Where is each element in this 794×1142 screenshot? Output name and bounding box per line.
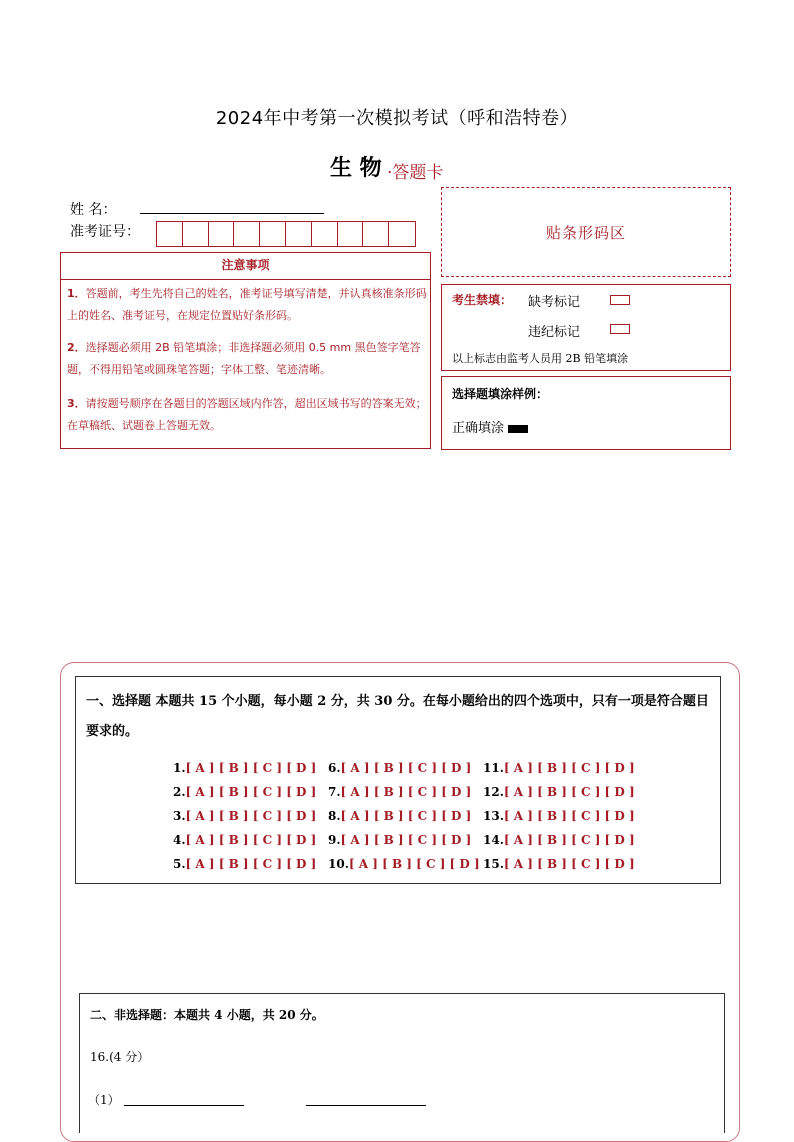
forbidden-label: 考生禁填： bbox=[452, 293, 513, 307]
id-digit-box[interactable] bbox=[312, 222, 338, 246]
question-row[interactable]: 12.[ A ] [ B ] [ C ] [ D ] bbox=[483, 785, 635, 799]
id-digit-box[interactable] bbox=[209, 222, 235, 246]
id-digit-box[interactable] bbox=[157, 222, 183, 246]
exam-title: 2024年中考第一次模拟考试（呼和浩特卷） bbox=[215, 108, 579, 129]
question-row[interactable]: 10.[ A ] [ B ] [ C ] [ D ] bbox=[328, 857, 480, 871]
forbidden-box bbox=[441, 284, 731, 371]
non-choice-section bbox=[79, 993, 725, 1133]
choice-description: 一、选择题 本题共 15 个小题，每小题 2 分，共 30 分。在每小题给出的四个选项中，只有一项是符合题目要求的。 bbox=[86, 694, 709, 739]
sub-question-1-label: （1） bbox=[88, 1093, 120, 1107]
question-16-label: 16.(4 分） bbox=[90, 1050, 150, 1064]
answer-line[interactable] bbox=[306, 1105, 426, 1106]
question-row[interactable]: 1.[ A ] [ B ] [ C ] [ D ] bbox=[173, 761, 317, 775]
filled-mark-sample bbox=[508, 425, 528, 433]
notice-item: 3．请按题号顺序在各题目的答题区域内作答，超出区域书写的答案无效；在草稿纸、试题卷上答题无效。 bbox=[67, 397, 427, 432]
question-row[interactable]: 2.[ A ] [ B ] [ C ] [ D ] bbox=[173, 785, 317, 799]
question-row[interactable]: 14.[ A ] [ B ] [ C ] [ D ] bbox=[483, 833, 635, 847]
name-field[interactable] bbox=[140, 213, 324, 214]
question-row[interactable]: 5.[ A ] [ B ] [ C ] [ D ] bbox=[173, 857, 317, 871]
absent-mark-box[interactable] bbox=[610, 295, 630, 305]
id-digit-box[interactable] bbox=[260, 222, 286, 246]
answer-line[interactable] bbox=[124, 1105, 244, 1106]
notice-item: 2．选择题必须用 2B 铅笔填涂；非选择题必须用 0.5 mm 黑色签字笔答题，不得用铅笔或圆珠笔答题；字体工整、笔迹清晰。 bbox=[67, 341, 421, 376]
id-label: 准考证号： bbox=[70, 224, 140, 240]
id-digit-box[interactable] bbox=[389, 222, 415, 246]
id-digit-box[interactable] bbox=[338, 222, 364, 246]
question-row[interactable]: 13.[ A ] [ B ] [ C ] [ D ] bbox=[483, 809, 635, 823]
question-row[interactable]: 4.[ A ] [ B ] [ C ] [ D ] bbox=[173, 833, 317, 847]
barcode-area bbox=[441, 187, 731, 277]
violation-mark-box[interactable] bbox=[610, 324, 630, 334]
multiple-choice-section bbox=[75, 676, 721, 884]
barcode-label: 贴条形码区 bbox=[545, 223, 626, 242]
question-row[interactable]: 15.[ A ] [ B ] [ C ] [ D ] bbox=[483, 857, 635, 871]
absent-label: 缺考标记 bbox=[528, 295, 581, 310]
question-row[interactable]: 11.[ A ] [ B ] [ C ] [ D ] bbox=[483, 761, 635, 775]
sample-label: 选择题填涂样例： bbox=[452, 387, 549, 401]
violation-label: 违纪标记 bbox=[528, 325, 581, 340]
forbidden-note: 以上标志由监考人员用 2B 铅笔填涂 bbox=[452, 352, 629, 365]
answer-sheet-label: ·答题卡 bbox=[387, 163, 444, 183]
question-row[interactable]: 9.[ A ] [ B ] [ C ] [ D ] bbox=[328, 833, 472, 847]
non-choice-title: 二、非选择题：本题共 4 小题，共 20 分。 bbox=[90, 1008, 324, 1022]
question-row[interactable]: 7.[ A ] [ B ] [ C ] [ D ] bbox=[328, 785, 472, 799]
question-row[interactable]: 3.[ A ] [ B ] [ C ] [ D ] bbox=[173, 809, 317, 823]
id-digit-box[interactable] bbox=[183, 222, 209, 246]
id-digit-box[interactable] bbox=[286, 222, 312, 246]
question-row[interactable]: 6.[ A ] [ B ] [ C ] [ D ] bbox=[328, 761, 472, 775]
id-digit-box[interactable] bbox=[234, 222, 260, 246]
fill-sample-box bbox=[441, 376, 731, 450]
subject-name: 生 物 bbox=[330, 156, 382, 181]
name-label: 姓 名： bbox=[70, 202, 117, 218]
id-number-boxes[interactable] bbox=[156, 221, 416, 247]
question-row[interactable]: 8.[ A ] [ B ] [ C ] [ D ] bbox=[328, 809, 472, 823]
notice-box bbox=[60, 252, 431, 449]
correct-fill: 正确填涂 bbox=[452, 417, 528, 436]
notice-item: 1．答题前，考生先将自己的姓名，准考证号填写清楚，并认真核准条形码上的姓名、准考证号，在规定位置贴好条形码。 bbox=[67, 287, 427, 322]
notice-title: 注意事项 bbox=[61, 253, 430, 280]
id-digit-box[interactable] bbox=[363, 222, 389, 246]
